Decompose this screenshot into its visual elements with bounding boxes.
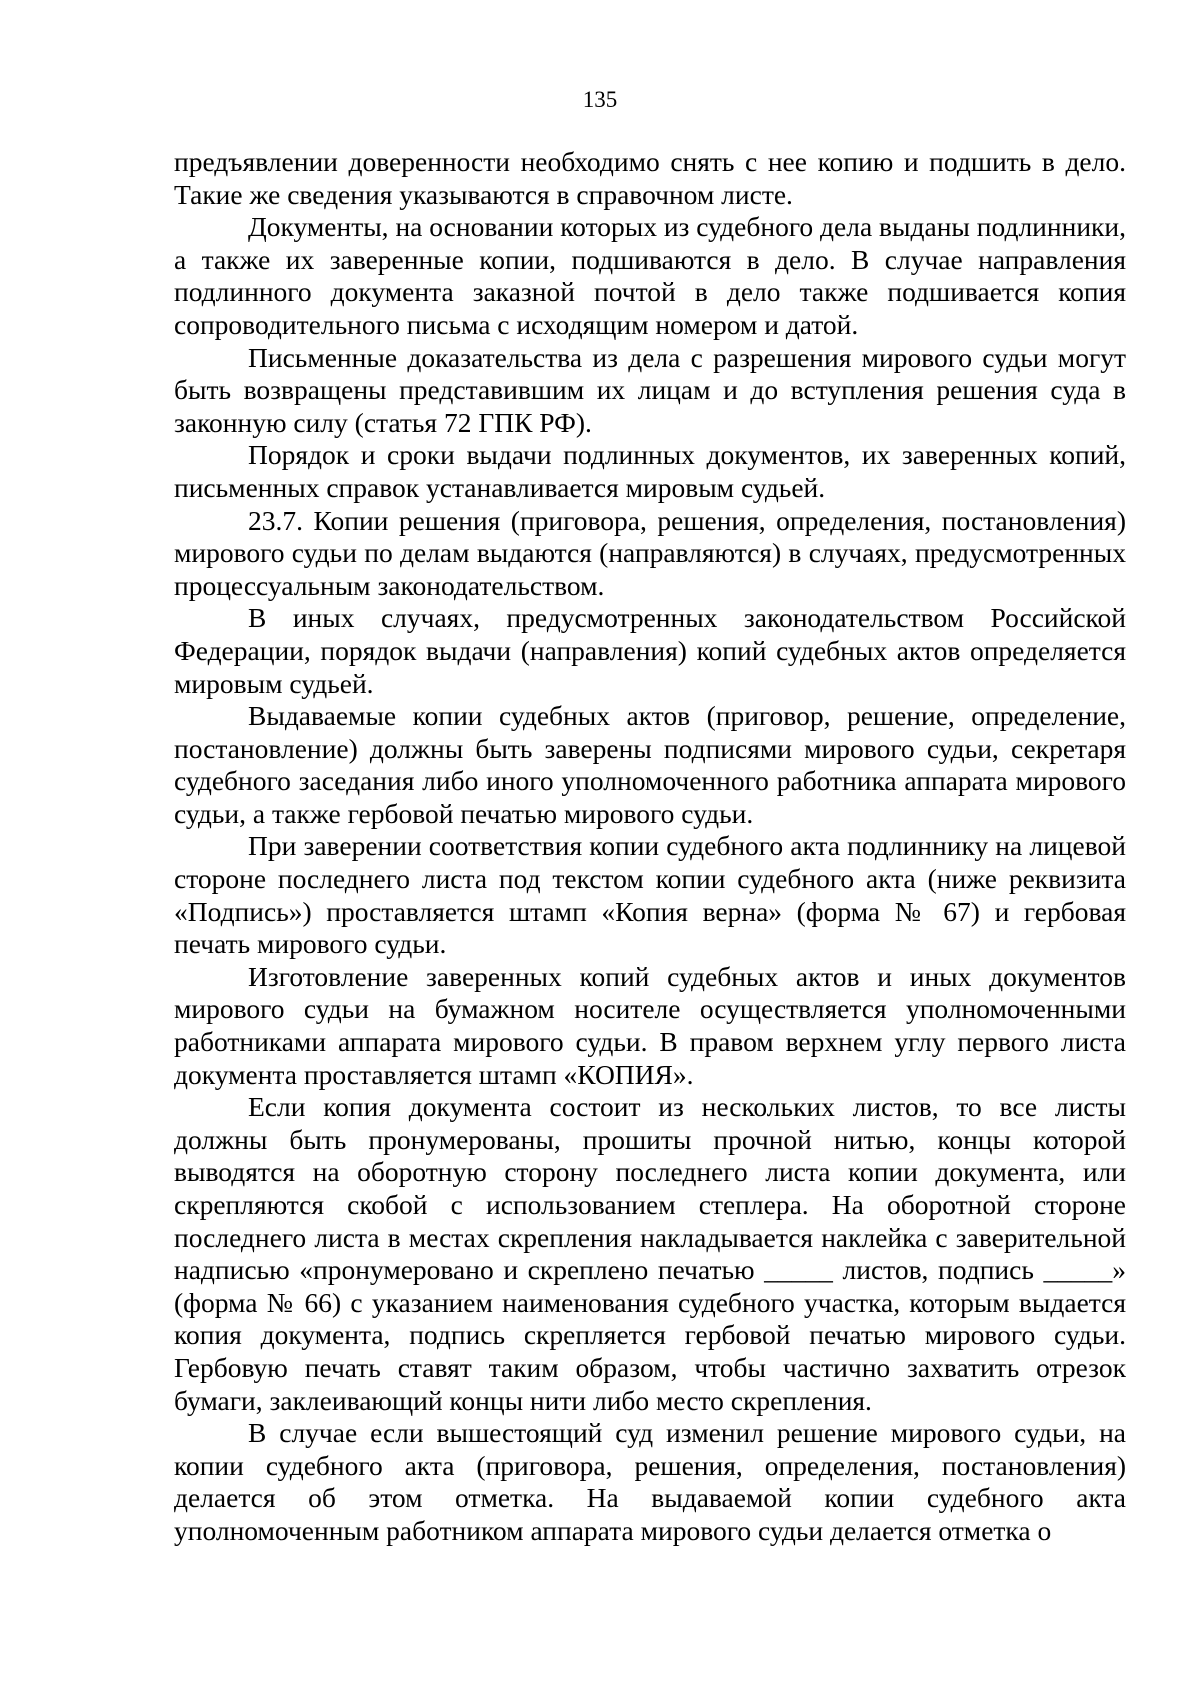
- paragraph-written-evidence: Письменные доказательства из дела с разрешения мирового судьи могут быть возвращены представившим их лицам и до вступления решения суда в законную силу (статья 72 ГПК РФ).: [174, 341, 1126, 438]
- paragraph-continuation: предъявлении доверенности необходимо снять с нее копию и подшить в дело. Такие же сведения указываются в справочном листе.: [174, 146, 1126, 210]
- paragraph-multi-sheet-copies: Если копия документа состоит из нескольких листов, то все листы должны быть пронумерованы, прошиты прочной нитью, концы которой выводятся на оборотную сторону последнего листа копии документа, или скрепляются скобой с использованием степлера. На оборотной стороне последнего листа в местах скрепления накладывается наклейка с заверительной надписью «пронумеровано и скреплено печатью _____ листов, подпись _____» (форма № 66) с указанием наименования судебного участка, которым выдается копия документа, подпись скрепляется гербовой печатью мирового судьи. Гербовую печать ставят таким образом, чтобы частично захватить отрезок бумаги, заклеивающий концы нити либо место скрепления.: [174, 1091, 1126, 1416]
- page-number: 135: [582, 87, 618, 112]
- paragraph-section-23-7: 23.7. Копии решения (приговора, решения, определения, постановления) мирового судьи по делам выдаются (направляются) в случаях, предусмотренных процессуальным законодательством.: [174, 504, 1126, 601]
- paragraph-paper-copies: Изготовление заверенных копий судебных актов и иных документов мирового судьи на бумажном носителе осуществляется уполномоченными работниками аппарата мирового судьи. В правом верхнем углу первого листа документа проставляется штамп «КОПИЯ».: [174, 960, 1126, 1090]
- paragraph-certified-copies: Выдаваемые копии судебных актов (приговор, решение, определение, постановление) должны быть заверены подписями мирового судьи, секретаря судебного заседания либо иного уполномоченного работника аппарата мирового судьи, а также гербовой печатью мирового судьи.: [174, 700, 1126, 829]
- paragraph-certification-stamp: При заверении соответствия копии судебного акта подлиннику на лицевой стороне последнего листа под текстом копии судебного акта (ниже реквизита «Подпись») проставляется штамп «Копия верна» (форма № 67) и гербовая печать мирового судьи.: [174, 830, 1126, 960]
- paragraph-higher-court-change: В случае если вышестоящий суд изменил решение мирового судьи, на копии судебного акта (приговора, решения, определения, постановления) делается об этом отметка. На выдаваемой копии судебного акта уполномоченным работником аппарата мирового судьи делается отметка о: [174, 1417, 1126, 1546]
- paragraph-documents-originals: Документы, на основании которых из судебного дела выданы подлинники, а также их заверенные копии, подшиваются в дело. В случае направления подлинного документа заказной почтой в дело также подшивается копия сопроводительного письма с исходящим номером и датой.: [174, 211, 1126, 340]
- document-body: [174, 146, 1126, 1548]
- paragraph-issuance-order: Порядок и сроки выдачи подлинных документов, их заверенных копий, письменных справок устанавливается мировым судьей.: [174, 439, 1126, 503]
- paragraph-other-cases: В иных случаях, предусмотренных законодательством Российской Федерации, порядок выдачи (направления) копий судебных актов определяется мировым судьей.: [174, 602, 1126, 699]
